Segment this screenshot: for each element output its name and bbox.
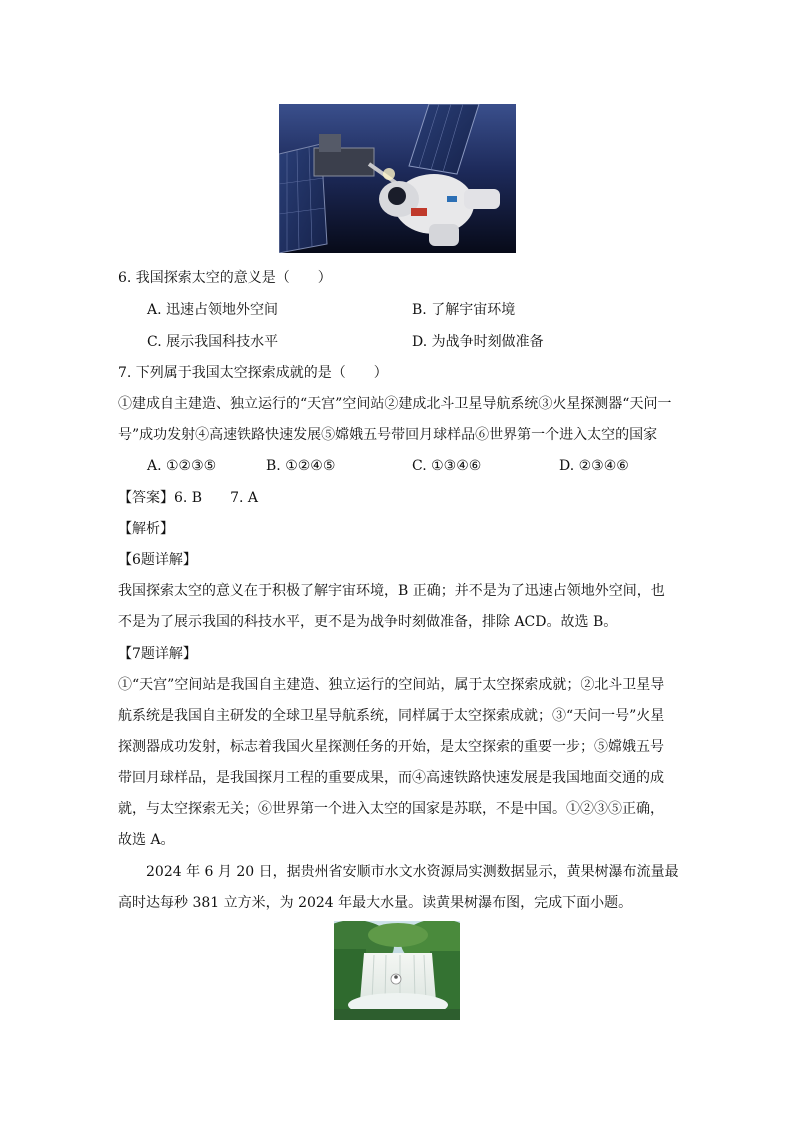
q7-option-c: C. ①③④⑥ xyxy=(412,458,482,474)
q7-items-line-1: ①建成自主建造、独立运行的“天宫”空间站②建成北斗卫星导航系统③火星探测器“天问一 xyxy=(118,396,672,412)
q6-detail-label: 【6题详解】 xyxy=(118,552,197,568)
analysis-label: 【解析】 xyxy=(118,521,174,537)
q6-stem: 6. 我国探索太空的意义是（ ） xyxy=(118,270,332,286)
answer-line xyxy=(118,488,258,508)
q7-stem: 7. 下列属于我国太空探索成就的是（ ） xyxy=(118,365,388,381)
space-station-photo xyxy=(279,104,516,253)
q7-detail-line: 就，与太空探索无关；⑥世界第一个进入太空的国家是苏联，不是中国。①②③⑤正确， xyxy=(118,801,664,817)
answer-text: 6. B 7. A xyxy=(174,490,259,506)
q6-option-a: A. 迅速占领地外空间 xyxy=(147,302,279,318)
q6-option-d: D. 为战争时刻做准备 xyxy=(412,334,544,350)
q7-detail-line: 故选 A。 xyxy=(118,832,175,848)
passage-line: 高时达每秒 381 立方米，为 2024 年最大水量。读黄果树瀑布图，完成下面小题。 xyxy=(118,895,633,911)
q7-option-a: A. ①②③⑤ xyxy=(147,458,217,474)
q7-items-line-2: 号”成功发射④高速铁路快速发展⑤嫦娥五号带回月球样品⑥世界第一个进入太空的国家 xyxy=(118,427,658,443)
q7-option-d: D. ②③④⑥ xyxy=(559,458,629,474)
q7-detail-line: ①“天宫”空间站是我国自主建造、独立运行的空间站，属于太空探索成就；②北斗卫星导 xyxy=(118,677,665,693)
answer-label: 【答案】 xyxy=(118,490,174,506)
q6-option-b: B. 了解宇宙环境 xyxy=(412,302,516,318)
q7-option-b: B. ①②④⑤ xyxy=(266,458,336,474)
q6-detail-line: 我国探索太空的意义在于积极了解宇宙环境，B 正确；并不是为了迅速占领地外空间，也 xyxy=(118,583,665,599)
q7-detail-line: 航系统是我国自主研发的全球卫星导航系统，同样属于太空探索成就；③“天问一号”火星 xyxy=(118,708,665,724)
q7-detail-line: 带回月球样品，是我国探月工程的重要成果，而④高速铁路快速发展是我国地面交通的成 xyxy=(118,770,664,786)
passage-line: 2024 年 6 月 20 日，据贵州省安顺市水文水资源局实测数据显示，黄果树瀑布流量最 xyxy=(146,864,679,880)
q6-option-c: C. 展示我国科技水平 xyxy=(147,334,279,350)
waterfall-photo xyxy=(334,921,460,1020)
q7-detail-line: 探测器成功发射，标志着我国火星探测任务的开始，是太空探索的重要一步；⑤嫦娥五号 xyxy=(118,739,664,755)
q6-detail-line: 不是为了展示我国的科技水平，更不是为战争时刻做准备，排除 ACD。故选 B。 xyxy=(118,614,618,630)
q7-detail-label: 【7题详解】 xyxy=(118,646,197,662)
